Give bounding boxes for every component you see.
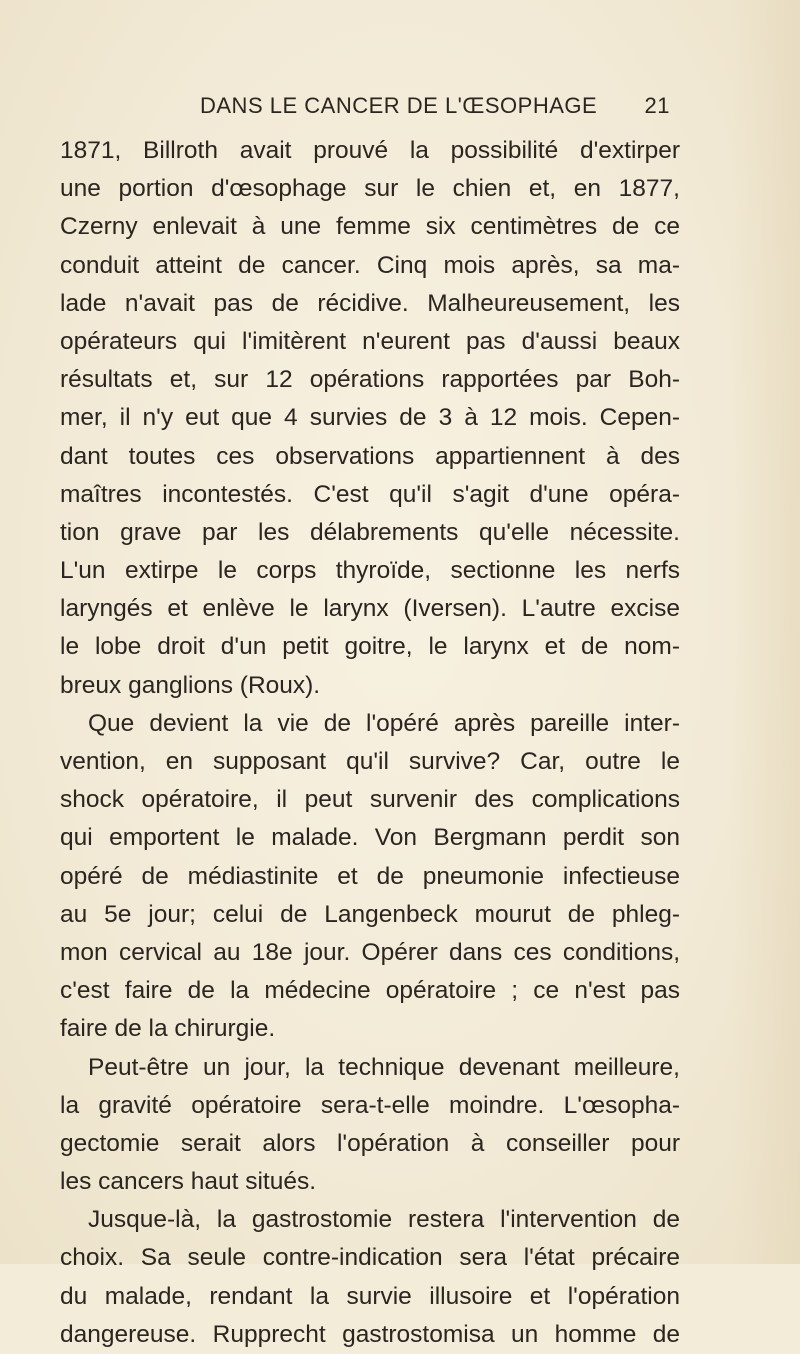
text-line: gectomie serait alors l'opération à conseiller pour	[60, 1129, 680, 1157]
text-line: la gravité opératoire sera-t-elle moindre. L'œsopha-	[60, 1091, 680, 1119]
text-line: dangereuse. Rupprecht gastrostomisa un homme de	[60, 1320, 680, 1348]
text-line: les cancers haut situés.	[60, 1168, 317, 1196]
text-line: conduit atteint de cancer. Cinq mois après, sa ma-	[60, 251, 680, 279]
page-edge-shadow	[730, 0, 800, 1264]
text-line: lade n'avait pas de récidive. Malheureusement, les	[60, 289, 680, 317]
text-line: Peut-être un jour, la technique devenant meilleure,	[88, 1053, 680, 1081]
text-line: laryngés et enlève le larynx (Iversen). L'autre excise	[60, 595, 680, 623]
text-line: mer, il n'y eut que 4 survies de 3 à 12 mois. Cepen-	[60, 404, 680, 432]
text-line: résultats et, sur 12 opérations rapportées par Boh-	[60, 366, 680, 394]
text-line: dant toutes ces observations appartiennent à des	[60, 442, 680, 470]
text-line: opérateurs qui l'imitèrent n'eurent pas d'aussi beaux	[60, 327, 680, 355]
running-title: DANS LE CANCER DE L'ŒSOPHAGE	[200, 93, 598, 118]
text-line: L'un extirpe le corps thyroïde, sectionne les nerfs	[60, 557, 680, 585]
text-line: faire de la chirurgie.	[60, 1015, 276, 1043]
text-line: du malade, rendant la survie illusoire et l'opération	[60, 1282, 680, 1310]
text-line: breux ganglions (Roux).	[60, 671, 321, 699]
text-line: maîtres incontestés. C'est qu'il s'agit d'une opéra-	[60, 480, 680, 508]
text-line: au 5e jour; celui de Langenbeck mourut de phleg-	[60, 900, 680, 928]
text-line: tion grave par les délabrements qu'elle nécessite.	[60, 518, 680, 546]
text-line: 1871, Billroth avait prouvé la possibilité d'extirper	[60, 137, 680, 164]
text-line: une portion d'œsophage sur le chien et, en 1877,	[60, 175, 680, 203]
text-line: shock opératoire, il peut survenir des complications	[60, 786, 680, 814]
text-line: choix. Sa seule contre-indication sera l'état précaire	[60, 1244, 680, 1272]
text-line: Czerny enlevait à une femme six centimètres de ce	[60, 213, 680, 241]
text-line: Jusque-là, la gastrostomie restera l'intervention de	[88, 1206, 680, 1234]
text-line: le lobe droit d'un petit goitre, le larynx et de nom-	[60, 633, 680, 661]
running-header	[200, 93, 670, 123]
text-line: Que devient la vie de l'opéré après pareille inter-	[88, 709, 680, 737]
text-line: mon cervical au 18e jour. Opérer dans ces conditions,	[60, 938, 680, 966]
body-text	[60, 132, 680, 1354]
text-line: c'est faire de la médecine opératoire ; ce n'est pas	[60, 977, 680, 1005]
page-number: 21	[644, 93, 670, 118]
text-line: vention, en supposant qu'il survive? Car, outre le	[60, 748, 680, 775]
text-line: opéré de médiastinite et de pneumonie infectieuse	[60, 862, 680, 890]
text-line: qui emportent le malade. Von Bergmann perdit son	[60, 824, 680, 852]
